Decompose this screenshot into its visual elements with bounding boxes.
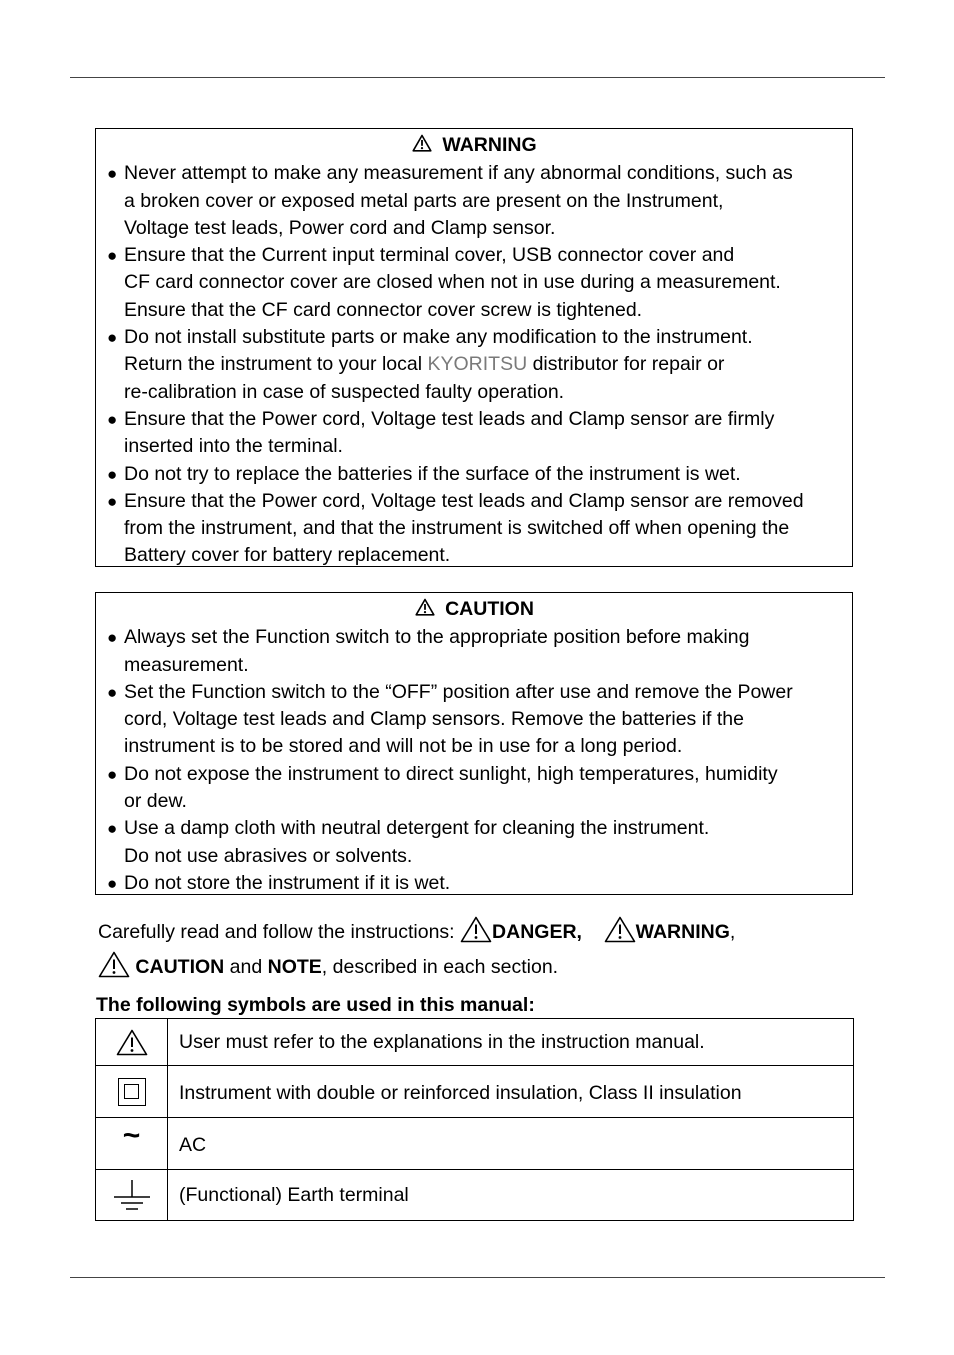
- warning-line: CF card connector cover are closed when not in use during a measurement.: [124, 271, 781, 294]
- ac-tilde-icon: ~: [122, 1118, 141, 1152]
- warning-line: Ensure that the Current input terminal cover, USB connector cover and: [124, 244, 735, 267]
- description-cell: [168, 1118, 854, 1170]
- warning-line: from the instrument, and that the instrument is switched off when opening the: [124, 517, 790, 540]
- symbol-cell: [96, 1170, 168, 1221]
- caution-line: Use a damp cloth with neutral detergent for cleaning the instrument.: [124, 817, 710, 840]
- caution-line: Do not expose the instrument to direct sunlight, high temperatures, humidity: [124, 762, 778, 785]
- caution-line: cord, Voltage test leads and Clamp sensors. Remove the batteries if the: [124, 708, 745, 731]
- caution-item: ● Set the Function switch to the “OFF” position after use and remove the Power cord, Voltage test leads and Clamp sensors. Remove the batteries if the instrument is to be stored and will not be in use for a long period.: [107, 679, 842, 761]
- caution-item: ● Always set the Function switch to the appropriate position before making measurement.: [107, 624, 842, 679]
- instructions-line-2: [98, 951, 858, 986]
- warning-triangle-icon: [116, 1030, 148, 1052]
- warning-line: Ensure that the Power cord, Voltage test leads and Clamp sensor are firmly: [124, 407, 775, 430]
- symbols-heading: The following symbols are used in this manual:: [96, 994, 535, 1016]
- instructions-paragraph: [98, 916, 858, 986]
- symbol-cell: [96, 1019, 168, 1066]
- table-row: [96, 1019, 854, 1066]
- warning-line-part: distributor for repair or: [527, 353, 725, 376]
- description-cell: [168, 1066, 854, 1118]
- table-row: [96, 1066, 854, 1118]
- warning-item: ● Do not install substitute parts or make any modification to the instrument. Return the instrument to your local KYORITSU distributor for repair or re-calibration in case of suspected faulty operation.: [107, 324, 842, 406]
- warning-line: Ensure that the CF card connector cover screw is tightened.: [124, 298, 643, 321]
- warning-triangle-icon: [412, 133, 432, 160]
- caution-line: Do not store the instrument if it is wet.: [124, 871, 451, 894]
- description-cell: [168, 1170, 854, 1221]
- instructions-line-1: [98, 916, 858, 951]
- warning-line: Voltage test leads, Power cord and Clamp sensor.: [124, 216, 556, 239]
- warning-item: ● Never attempt to make any measurement if any abnormal conditions, such as a broken cover or exposed metal parts are present on the Instrument, Voltage test leads, Power cord and Clamp sensor.: [107, 160, 842, 242]
- warning-triangle-icon: [604, 916, 636, 951]
- warning-item: ● Ensure that the Current input terminal cover, USB connector cover and CF card connector cover are closed when not in use during a measurement. Ensure that the CF card connector cover screw is tightened.: [107, 242, 842, 324]
- warning-line: [124, 351, 842, 378]
- warning-line: inserted into the terminal.: [124, 435, 343, 458]
- warning-line: Do not install substitute parts or make any modification to the instrument.: [124, 326, 753, 349]
- warning-item: ● Ensure that the Power cord, Voltage test leads and Clamp sensor are removed from the instrument, and that the instrument is switched off when opening the Battery cover for battery replacement.: [107, 488, 842, 570]
- warning-line: Ensure that the Power cord, Voltage test leads and Clamp sensor are removed: [124, 489, 804, 512]
- earth-ground-icon: [111, 1183, 153, 1205]
- danger-triangle-icon: [460, 916, 492, 951]
- instructions-and: and: [224, 956, 268, 978]
- caution-item: ● Do not expose the instrument to direct sunlight, high temperatures, humidity or dew.: [107, 761, 842, 816]
- symbol-cell: [96, 1118, 168, 1170]
- header-rule: [70, 77, 885, 78]
- caution-box: [95, 592, 853, 895]
- caution-line: or dew.: [124, 790, 187, 813]
- warning-triangle-icon: [415, 597, 435, 624]
- symbol-description: AC: [179, 1134, 207, 1156]
- warning-line: a broken cover or exposed metal parts are present on the Instrument,: [124, 189, 724, 212]
- caution-line: Always set the Function switch to the appropriate position before making: [124, 626, 750, 649]
- symbol-cell: [96, 1066, 168, 1118]
- caution-item: ● Use a damp cloth with neutral detergent for cleaning the instrument. Do not use abrasives or solvents.: [107, 815, 842, 870]
- instructions-comma: ,: [729, 921, 736, 943]
- caution-line: measurement.: [124, 653, 249, 676]
- warning-line-part: Return the instrument to your local: [124, 353, 428, 376]
- caution-item: ● Do not store the instrument if it is wet.: [107, 870, 842, 897]
- caution-line: Do not use abrasives or solvents.: [124, 844, 413, 867]
- symbol-description: (Functional) Earth terminal: [179, 1183, 409, 1206]
- warning-line: Do not try to replace the batteries if the surface of the instrument is wet.: [124, 462, 741, 485]
- caution-line: Set the Function switch to the “OFF” position after use and remove the Power: [124, 680, 793, 703]
- instructions-suffix: , described in each section.: [321, 956, 559, 978]
- instructions-prefix: Carefully read and follow the instructions:: [98, 921, 461, 943]
- warning-title: [107, 132, 842, 160]
- symbols-table: [95, 1018, 854, 1221]
- table-row: [96, 1118, 854, 1170]
- double-insulation-icon: [118, 1078, 146, 1106]
- symbol-description: User must refer to the explanations in the instruction manual.: [179, 1030, 705, 1053]
- danger-label: DANGER,: [492, 921, 582, 943]
- caution-line: instrument is to be stored and will not be in use for a long period.: [124, 735, 683, 758]
- caution-title: [107, 596, 842, 624]
- caution-triangle-icon: [98, 951, 130, 986]
- note-label: NOTE: [267, 956, 322, 978]
- description-cell: [168, 1019, 854, 1066]
- caution-label: CAUTION: [135, 956, 225, 978]
- warning-item: ● Ensure that the Power cord, Voltage test leads and Clamp sensor are firmly inserted into the terminal.: [107, 406, 842, 461]
- warning-line: Battery cover for battery replacement.: [124, 544, 451, 567]
- warning-line: Never attempt to make any measurement if any abnormal conditions, such as: [124, 162, 793, 185]
- brand-name: KYORITSU: [427, 353, 528, 376]
- caution-title-text: CAUTION: [445, 598, 534, 620]
- warning-item: ● Do not try to replace the batteries if the surface of the instrument is wet.: [107, 461, 842, 488]
- symbol-description: Instrument with double or reinforced insulation, Class II insulation: [179, 1082, 742, 1104]
- warning-line: re-calibration in case of suspected faulty operation.: [124, 380, 565, 403]
- table-row: [96, 1170, 854, 1221]
- warning-title-text: WARNING: [442, 134, 537, 156]
- footer-rule: [70, 1277, 885, 1278]
- warning-box: [95, 128, 853, 567]
- warning-label: WARNING: [635, 921, 730, 943]
